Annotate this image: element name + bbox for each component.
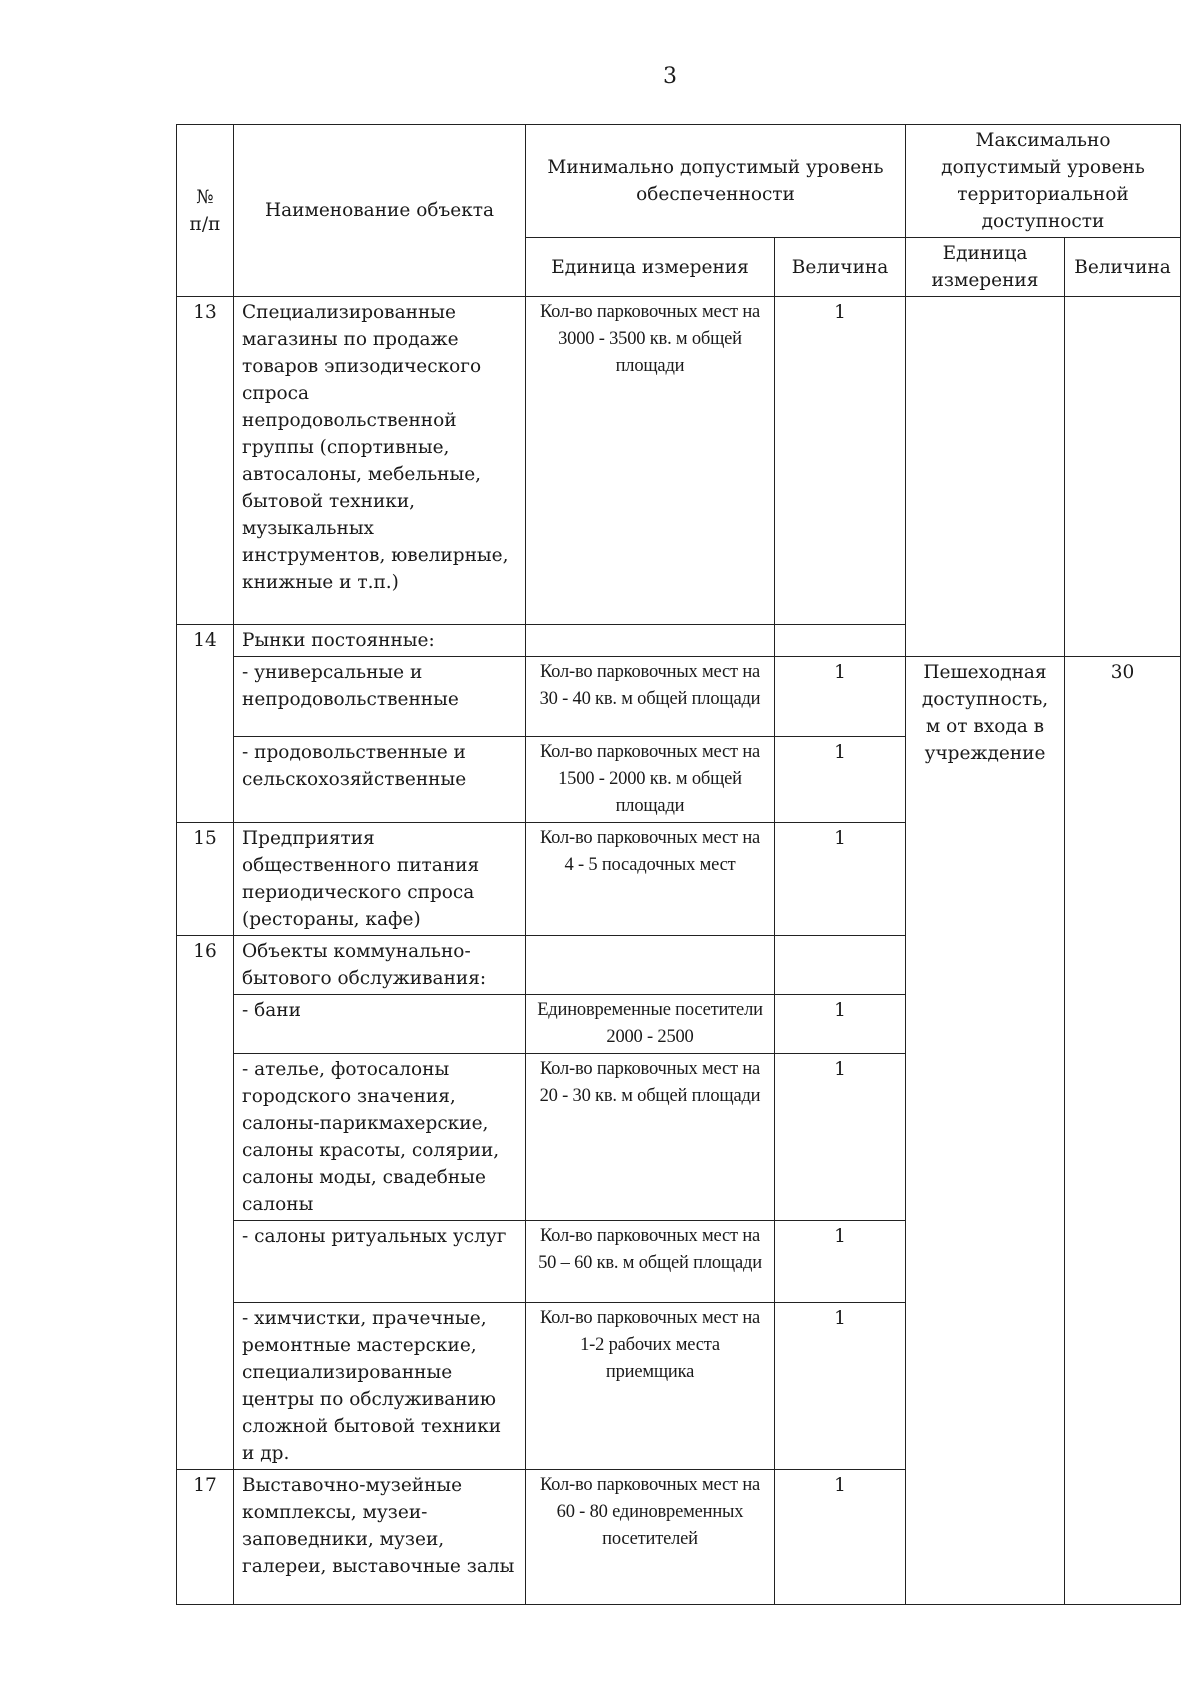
unit-cell: Кол-во парковочных мест на 4 - 5 посадочных мест <box>526 823 775 936</box>
access-empty-cell <box>1065 297 1181 657</box>
row-number: 17 <box>177 1470 234 1605</box>
unit-cell: Кол-во парковочных мест на 30 - 40 кв. м общей площади <box>526 657 775 737</box>
header-unit: Единица измерения <box>526 238 775 297</box>
value-cell: 1 <box>775 1054 906 1221</box>
value-cell: 1 <box>775 297 906 625</box>
unit-cell: Кол-во парковочных мест на 20 - 30 кв. м общей площади <box>526 1054 775 1221</box>
unit-cell <box>526 625 775 657</box>
value-cell: 1 <box>775 995 906 1054</box>
value-cell: 1 <box>775 823 906 936</box>
header-value: Величина <box>775 238 906 297</box>
row-number: 14 <box>177 625 234 823</box>
unit-cell: Кол-во парковочных мест на 1500 - 2000 кв. м общей площади <box>526 737 775 823</box>
unit-cell: Кол-во парковочных мест на 50 – 60 кв. м общей площади <box>526 1221 775 1303</box>
header-access-value: Величина <box>1065 238 1181 297</box>
row-number: 13 <box>177 297 234 625</box>
value-cell: 1 <box>775 1470 906 1605</box>
object-name: - ателье, фотосалоны городского значения, салоны-парикмахерские, салоны красоты, солярии, салоны моды, свадебные салоны <box>234 1054 526 1221</box>
object-name: - бани <box>234 995 526 1054</box>
header-num: № п/п <box>177 125 234 297</box>
parking-norms-table <box>176 124 1181 1605</box>
object-name: Рынки постоянные: <box>234 625 526 657</box>
access-empty-cell <box>906 297 1065 657</box>
object-name: Предприятия общественного питания периодического спроса (рестораны, кафе) <box>234 823 526 936</box>
object-name: Объекты коммунально-бытового обслуживания: <box>234 936 526 995</box>
unit-cell: Кол-во парковочных мест на 60 - 80 единовременных посетителей <box>526 1470 775 1605</box>
header-name: Наименование объекта <box>234 125 526 297</box>
value-cell <box>775 936 906 995</box>
header-min-level: Минимально допустимый уровень обеспеченности <box>526 125 906 238</box>
table-row <box>177 297 1181 625</box>
unit-cell <box>526 936 775 995</box>
value-cell: 1 <box>775 1303 906 1470</box>
header-max-access: Максимально допустимый уровень территориальной доступности <box>906 125 1181 238</box>
object-name: - салоны ритуальных услуг <box>234 1221 526 1303</box>
object-name: Выставочно-музейные комплексы, музеи-заповедники, музеи, галереи, выставочные залы <box>234 1470 526 1605</box>
value-cell <box>775 625 906 657</box>
object-name: - продовольственные и сельскохозяйственные <box>234 737 526 823</box>
object-name: - универсальные и непродовольственные <box>234 657 526 737</box>
access-unit-cell: Пешеходная доступность, м от входа в учреждение <box>906 657 1065 1605</box>
value-cell: 1 <box>775 737 906 823</box>
unit-cell: Единовременные посетители 2000 - 2500 <box>526 995 775 1054</box>
object-name: - химчистки, прачечные, ремонтные мастерские, специализированные центры по обслуживанию сложной бытовой техники и др. <box>234 1303 526 1470</box>
access-value-cell: 30 <box>1065 657 1181 1605</box>
page-number: 3 <box>663 64 677 89</box>
table-row <box>177 657 1181 737</box>
row-number: 15 <box>177 823 234 936</box>
unit-cell: Кол-во парковочных мест на 3000 - 3500 кв. м общей площади <box>526 297 775 625</box>
value-cell: 1 <box>775 1221 906 1303</box>
header-access-unit: Единица измерения <box>906 238 1065 297</box>
object-name: Специализированные магазины по продаже товаров эпизодического спроса непродовольственной группы (спортивные, автосалоны, мебельные, бытовой техники, музыкальных инструментов, ювелирные, книжные и т.п.) <box>234 297 526 625</box>
value-cell: 1 <box>775 657 906 737</box>
row-number: 16 <box>177 936 234 1470</box>
unit-cell: Кол-во парковочных мест на 1-2 рабочих места приемщика <box>526 1303 775 1470</box>
